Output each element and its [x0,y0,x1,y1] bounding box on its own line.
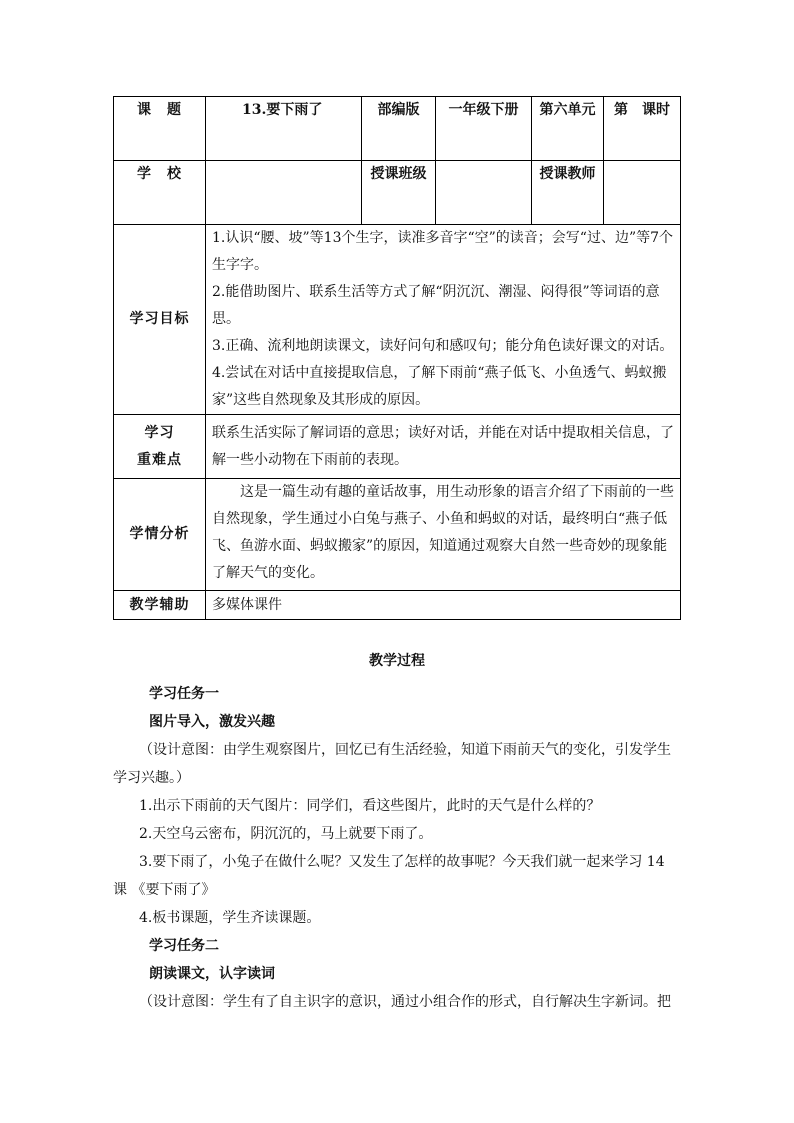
teacher-value [604,161,681,225]
analysis-content [206,479,681,591]
table-row [114,415,681,479]
task1-step: 3.要下雨了，小兔子在做什么呢？又发生了怎样的故事呢？今天我们就一起来学习 14 课 《要下雨了》 [113,854,665,898]
teacher-label: 授课教师 [532,161,604,225]
goals-content [206,225,681,415]
school-label: 学 校 [114,161,206,225]
class-value [436,161,532,225]
process-body [113,680,680,1016]
task2-subheading: 朗读课文，认字读词 [149,966,275,982]
course-label: 课 题 [114,97,206,161]
lesson-info-table [113,96,681,620]
table-row [114,161,681,225]
aids-content: 多媒体课件 [206,591,681,620]
table-row [114,479,681,591]
analysis-text: 这是一篇生动有趣的童话故事，用生动形象的语言介绍了下雨前的一些自然现象，学生通过小白兔与燕子、小鱼和蚂蚁的对话，最终明白“燕子低飞、鱼游水面、蚂蚁搬家”的原因，知道通过观察大自然一些奇妙的现象能了解天气的变化。 [212,484,674,581]
unit-cell: 第六单元 [532,97,604,161]
aids-label: 教学辅助 [114,591,206,620]
goal-item: 1.认识“腰、坡”等13个生字，读准多音字“空”的读音；会写“过、边”等7个生字字。 [212,230,674,273]
key-label [114,415,206,479]
task1-subheading: 图片导入，激发兴趣 [149,714,275,730]
task2-heading: 学习任务二 [149,938,219,954]
table-row [114,591,681,620]
task1-heading: 学习任务一 [149,686,219,702]
key-content: 联系生活实际了解词语的意思；读好对话，并能在对话中提取相关信息，了解一些小动物在下雨前的表现。 [206,415,681,479]
edition-cell: 部编版 [362,97,436,161]
table-row [114,97,681,161]
analysis-label: 学情分析 [114,479,206,591]
task1-step: 2.天空乌云密布，阴沉沉的，马上就要下雨了。 [139,826,433,842]
key-label-line2: 重难点 [137,451,182,468]
school-value [206,161,362,225]
key-label-line1: 学习 [144,424,175,441]
class-label: 授课班级 [362,161,436,225]
process-title: 教学过程 [369,653,425,669]
task1-step: 1.出示下雨前的天气图片：同学们，看这些图片，此时的天气是什么样的？ [139,798,601,814]
goal-item: 3.正确、流利地朗读课文，读好问句和感叹句；能分角色读好课文的对话。 [212,338,674,354]
lesson-title: 13.要下雨了 [206,97,362,161]
goals-label: 学习目标 [114,225,206,415]
goal-item: 2.能借助图片、联系生活等方式了解“阴沉沉、潮湿、闷得很”等词语的意思。 [212,284,660,327]
task1-step: 4.板书课题，学生齐读课题。 [139,910,321,926]
table-row [114,225,681,415]
grade-cell: 一年级下册 [436,97,532,161]
period-cell: 第 课时 [604,97,681,161]
goal-item: 4.尝试在对话中直接提取信息，了解下雨前“燕子低飞、小鱼透气、蚂蚁搬家”这些自然现象及其形成的原因。 [212,365,667,408]
task1-intent: （设计意图：由学生观察图片，回忆已有生活经验，知道下雨前天气的变化，引发学生学习兴趣。） [113,742,671,786]
task2-intent: （设计意图：学生有了自主识字的意识，通过小组合作的形式，自行解决生字新词。把 [139,994,671,1010]
